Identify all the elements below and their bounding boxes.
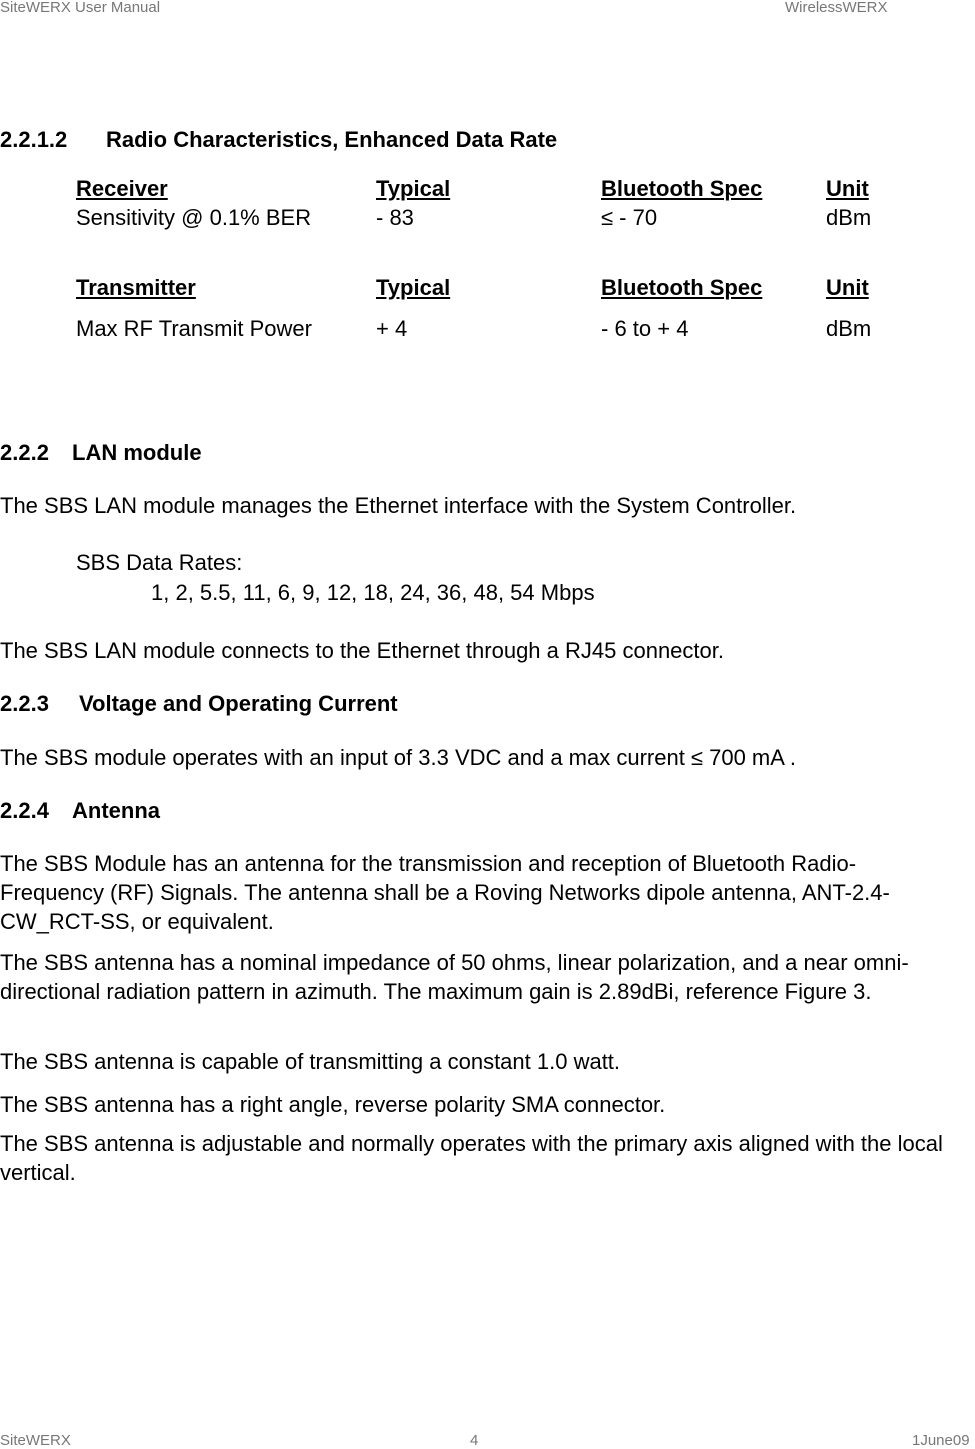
section-224-title: Antenna [72, 798, 160, 823]
transmitter-cell-1: Max RF Transmit Power [76, 316, 312, 341]
receiver-cell-3: ≤ - 70 [601, 205, 658, 230]
data-rates-label: SBS Data Rates: [76, 550, 243, 575]
antenna-paragraph-4: The SBS antenna has a right angle, reverse polarity SMA connector. [0, 1092, 666, 1117]
header-right: WirelessWERX [785, 0, 888, 16]
page-number: 4 [470, 1432, 479, 1449]
receiver-cell-2: - 83 [376, 205, 414, 230]
transmitter-col-header-2: Typical [376, 275, 451, 300]
lan-paragraph-2: The SBS LAN module connects to the Ethernet through a RJ45 connector. [0, 638, 724, 663]
transmitter-col-header-1: Transmitter [76, 275, 196, 300]
receiver-col-header-2: Typical [376, 176, 451, 201]
header-left: SiteWERX User Manual [0, 0, 161, 16]
receiver-col-header-1: Receiver [76, 176, 168, 201]
data-rates-values: 1, 2, 5.5, 11, 6, 9, 12, 18, 24, 36, 48, 54 Mbps [151, 580, 595, 605]
transmitter-cell-3: - 6 to + 4 [601, 316, 689, 341]
antenna-paragraph-2: The SBS antenna has a nominal impedance of 50 ohms, linear polarization, and a near omni-directional radiation pattern in azimuth. The maximum gain is 2.89dBi, reference Figure 3. [0, 950, 909, 1004]
transmitter-col-header-3: Bluetooth Spec [601, 275, 763, 300]
voltage-paragraph: The SBS module operates with an input of 3.3 VDC and a max current ≤ 700 mA . [0, 745, 796, 770]
transmitter-cell-4: dBm [826, 316, 872, 341]
lan-paragraph-1: The SBS LAN module manages the Ethernet interface with the System Controller. [0, 493, 797, 518]
receiver-col-header-3: Bluetooth Spec [601, 176, 763, 201]
receiver-cell-1: Sensitivity @ 0.1% BER [76, 205, 312, 230]
section-222-title: LAN module [72, 440, 202, 465]
section-2212-number: 2.2.1.2 [0, 127, 68, 152]
section-223-title: Voltage and Operating Current [79, 691, 398, 716]
antenna-paragraph-1: The SBS Module has an antenna for the transmission and reception of Bluetooth Radio-Frequency (RF) Signals. The antenna shall be a Roving Networks dipole antenna, ANT-2.4-CW_RCT-SS, or equivalent. [0, 851, 890, 934]
section-2212-title: Radio Characteristics, Enhanced Data Rate [106, 127, 558, 152]
transmitter-col-header-4: Unit [826, 275, 869, 300]
antenna-paragraph-3: The SBS antenna is capable of transmitting a constant 1.0 watt. [0, 1049, 621, 1074]
section-222-number: 2.2.2 [0, 440, 49, 465]
section-223-number: 2.2.3 [0, 691, 49, 716]
transmitter-cell-2: + 4 [376, 316, 408, 341]
receiver-col-header-4: Unit [826, 176, 869, 201]
section-224-number: 2.2.4 [0, 798, 49, 823]
footer-right: 1June09 [912, 1432, 970, 1449]
antenna-paragraph-5: The SBS antenna is adjustable and normally operates with the primary axis aligned with the local vertical. [0, 1131, 943, 1185]
receiver-cell-4: dBm [826, 205, 872, 230]
footer-left: SiteWERX [0, 1432, 71, 1449]
